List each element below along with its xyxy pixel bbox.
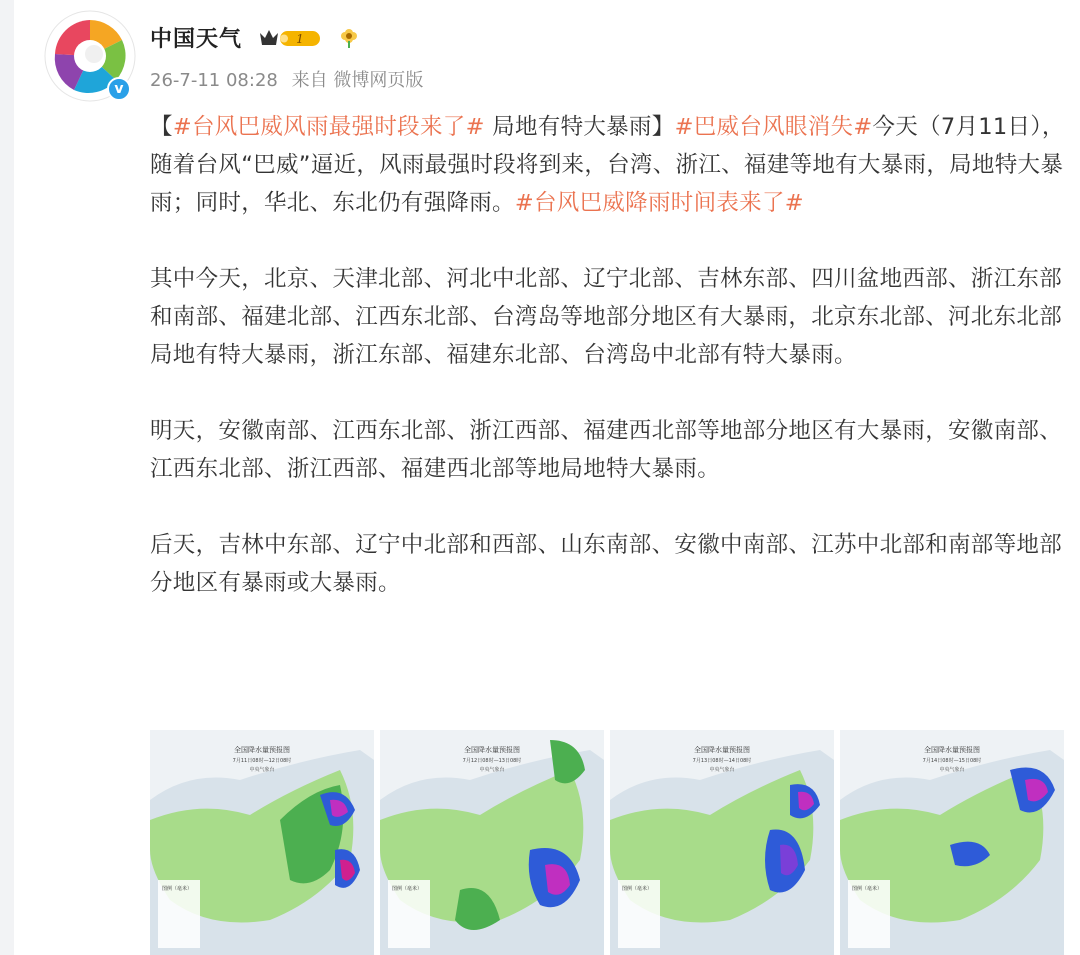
post-time[interactable]: 26-7-11 08:28 (150, 70, 278, 91)
image-title: 全国降水量预报图 (924, 746, 980, 754)
image-subtitle: 7月11日08时—12日08时 (232, 758, 292, 764)
topic-link-3[interactable]: #台风巴威降雨时间表来了# (514, 190, 804, 216)
image-org: 中央气象台 (939, 767, 965, 773)
image-org: 中央气象台 (249, 767, 275, 773)
post-paragraph-1 (150, 108, 1066, 222)
image-thumb-2[interactable] (380, 730, 604, 955)
page-left-strip (0, 0, 14, 955)
post-content (150, 108, 1066, 640)
post-meta (150, 66, 423, 92)
image-subtitle: 7月14日08时—15日08时 (922, 758, 982, 764)
image-subtitle: 7月12日08时—13日08时 (462, 758, 522, 764)
image-thumb-1[interactable] (150, 730, 374, 955)
topic-link-1[interactable]: #台风巴威风雨最强时段来了# (172, 114, 485, 140)
image-org: 中央气象台 (709, 767, 735, 773)
vip-level-text: 1 (296, 32, 304, 46)
post-source: 来自 微博网页版 (291, 70, 424, 91)
bracket-open: 【 (150, 114, 173, 140)
user-name[interactable]: 中国天气 (150, 27, 243, 52)
verified-icon: v (107, 77, 131, 101)
image-legend-title: 图例（毫米） (852, 886, 883, 892)
flower-icon[interactable] (337, 25, 361, 49)
image-legend-title: 图例（毫米） (162, 886, 193, 892)
topic-link-2[interactable]: #巴威台风眼消失# (674, 114, 873, 140)
post-text-1: 今天（7月11日），随着台风“巴威”逼近，风雨最强时段将到来，台湾、浙江、福建等地有大暴雨，局地特大暴雨；同时，华北、东北仍有强降雨。 (150, 114, 1065, 216)
image-thumb-3[interactable] (610, 730, 834, 955)
image-grid (150, 730, 1066, 955)
image-title: 全国降水量预报图 (464, 746, 520, 754)
image-legend-title: 图例（毫米） (622, 886, 653, 892)
image-title: 全国降水量预报图 (694, 746, 750, 754)
vip-crown-icon[interactable] (258, 27, 324, 49)
post-paragraph-3: 明天，安徽南部、江西东北部、浙江西部、福建西北部等地部分地区有大暴雨，安徽南部、江西东北部、浙江西部、福建西北部等地局地特大暴雨。 (150, 418, 1063, 482)
image-org: 中央气象台 (479, 767, 505, 773)
post-title-rest: 局地有特大暴雨】 (484, 114, 675, 140)
image-legend-title: 图例（毫米） (392, 886, 423, 892)
image-title: 全国降水量预报图 (234, 746, 290, 754)
image-subtitle: 7月13日08时—14日08时 (692, 758, 752, 764)
image-thumb-4[interactable] (840, 730, 1064, 955)
post-paragraph-4: 后天，吉林中东部、辽宁中北部和西部、山东南部、安徽中南部、江苏中北部和南部等地部分地区有暴雨或大暴雨。 (150, 532, 1063, 596)
post-paragraph-2: 其中今天，北京、天津北部、河北中北部、辽宁北部、吉林东部、四川盆地西部、浙江东部和南部、福建北部、江西东北部、台湾岛等地部分地区有大暴雨，北京东北部、河北东北部局地有特大暴雨，浙江东部、福建东北部、台湾岛中北部有特大暴雨。 (150, 266, 1063, 368)
